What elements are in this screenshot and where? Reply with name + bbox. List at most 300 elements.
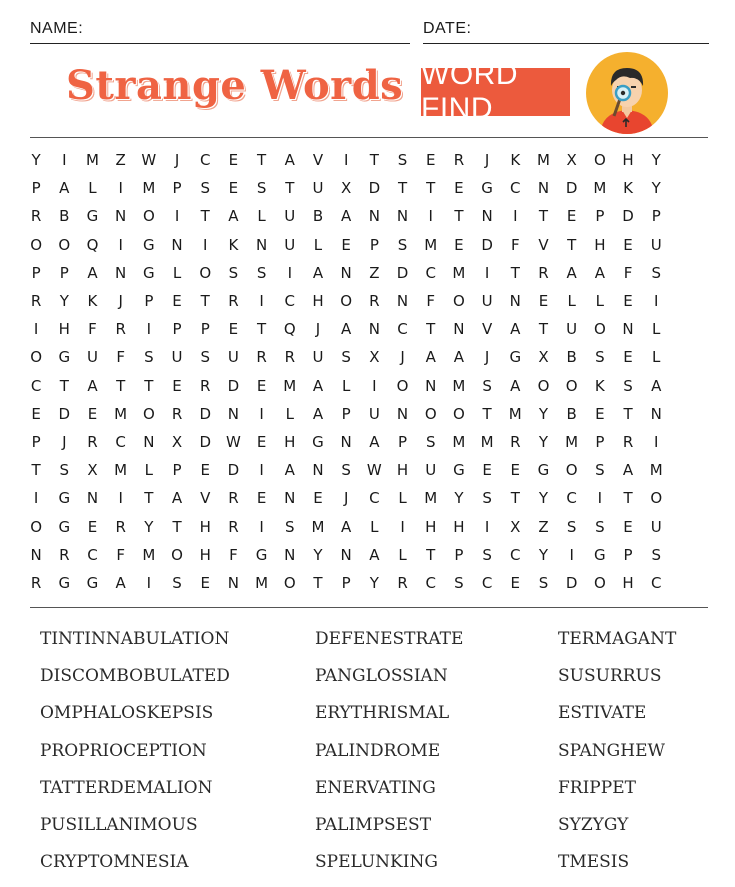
grid-letter[interactable]: A	[622, 461, 634, 480]
grid-letter[interactable]: J	[315, 320, 321, 339]
grid-letter[interactable]: N	[115, 207, 127, 226]
grid-letter[interactable]: O	[593, 320, 606, 339]
grid-letter[interactable]: O	[340, 292, 353, 311]
grid-letter[interactable]: E	[623, 235, 633, 254]
grid-letter[interactable]: P	[454, 545, 464, 564]
grid-letter[interactable]: R	[622, 432, 634, 451]
grid-letter[interactable]: R	[87, 432, 98, 451]
grid-letter[interactable]: S	[482, 545, 492, 564]
name-line[interactable]	[30, 43, 410, 44]
grid-letter[interactable]: D	[565, 179, 578, 198]
grid-letter[interactable]: H	[622, 151, 634, 170]
grid-letter[interactable]: H	[594, 235, 606, 254]
grid-letter[interactable]: I	[62, 151, 67, 170]
grid-letter[interactable]: S	[595, 348, 605, 367]
grid-letter[interactable]: C	[425, 263, 436, 282]
grid-letter[interactable]: O	[593, 573, 606, 592]
grid-letter[interactable]: P	[398, 432, 408, 451]
grid-letter[interactable]: P	[651, 207, 661, 226]
grid-letter[interactable]: I	[484, 517, 490, 536]
grid-letter[interactable]: D	[368, 179, 381, 198]
grid-letter[interactable]: S	[256, 263, 267, 282]
grid-letter[interactable]: R	[59, 545, 70, 564]
grid-letter[interactable]: O	[565, 376, 578, 395]
grid-letter[interactable]: A	[312, 404, 324, 423]
grid-letter[interactable]: I	[428, 207, 433, 226]
grid-letter[interactable]: M	[114, 404, 128, 423]
grid-letter[interactable]: I	[33, 489, 39, 508]
grid-letter[interactable]: E	[623, 348, 633, 367]
grid-letter[interactable]: I	[343, 151, 349, 170]
grid-letter[interactable]: X	[171, 432, 183, 451]
grid-letter[interactable]: Y	[651, 179, 661, 198]
grid-letter[interactable]: R	[200, 376, 211, 395]
grid-letter[interactable]: Y	[538, 432, 549, 451]
grid-letter[interactable]: V	[481, 320, 493, 339]
grid-letter[interactable]: E	[172, 292, 182, 311]
grid-letter[interactable]: O	[171, 545, 183, 564]
grid-letter[interactable]: D	[622, 207, 634, 226]
grid-letter[interactable]: R	[228, 489, 239, 508]
grid-letter[interactable]: E	[454, 235, 464, 254]
grid-letter[interactable]: H	[58, 320, 70, 339]
grid-letter[interactable]: Y	[313, 545, 323, 564]
grid-letter[interactable]: O	[650, 489, 663, 508]
grid-letter[interactable]: I	[146, 573, 152, 592]
grid-letter[interactable]: P	[369, 235, 379, 254]
grid-letter[interactable]: Z	[538, 517, 549, 536]
grid-letter[interactable]: U	[650, 235, 662, 254]
grid-letter[interactable]: N	[425, 376, 437, 395]
grid-letter[interactable]: F	[116, 545, 125, 564]
grid-letter[interactable]: S	[256, 179, 267, 198]
grid-letter[interactable]: E	[200, 573, 210, 592]
grid-letter[interactable]: Q	[86, 235, 99, 254]
grid-letter[interactable]: D	[396, 263, 409, 282]
grid-letter[interactable]: A	[312, 263, 324, 282]
grid-letter[interactable]: N	[650, 404, 662, 423]
grid-letter[interactable]: F	[510, 235, 520, 254]
grid-letter[interactable]: T	[538, 320, 549, 339]
grid-letter[interactable]: I	[654, 292, 659, 311]
grid-letter[interactable]: G	[58, 348, 71, 367]
grid-letter[interactable]: S	[595, 461, 605, 480]
grid-letter[interactable]: A	[284, 151, 295, 170]
grid-letter[interactable]: R	[115, 517, 126, 536]
grid-letter[interactable]: T	[172, 517, 182, 536]
grid-letter[interactable]: E	[623, 292, 633, 311]
grid-letter[interactable]: D	[227, 376, 240, 395]
grid-letter[interactable]: P	[595, 207, 605, 226]
grid-letter[interactable]: N	[453, 320, 465, 339]
grid-letter[interactable]: S	[228, 263, 239, 282]
grid-letter[interactable]: P	[31, 263, 41, 282]
grid-letter[interactable]: L	[172, 263, 182, 282]
grid-letter[interactable]: N	[312, 461, 324, 480]
grid-letter[interactable]: T	[510, 489, 520, 508]
grid-letter[interactable]: N	[368, 207, 380, 226]
grid-letter[interactable]: G	[58, 489, 71, 508]
grid-letter[interactable]: Y	[651, 151, 661, 170]
grid-letter[interactable]: E	[228, 320, 239, 339]
grid-letter[interactable]: T	[454, 207, 464, 226]
grid-letter[interactable]: E	[341, 235, 351, 254]
grid-letter[interactable]: O	[424, 404, 437, 423]
grid-letter[interactable]: G	[537, 461, 550, 480]
grid-letter[interactable]: G	[86, 573, 99, 592]
grid-letter[interactable]: S	[285, 517, 295, 536]
grid-letter[interactable]: E	[228, 179, 239, 198]
grid-letter[interactable]: O	[453, 292, 465, 311]
grid-letter[interactable]: A	[510, 320, 521, 339]
grid-letter[interactable]: L	[88, 179, 97, 198]
grid-letter[interactable]: S	[200, 348, 210, 367]
grid-letter[interactable]: E	[510, 461, 521, 480]
grid-letter[interactable]: J	[343, 489, 349, 508]
grid-letter[interactable]: A	[341, 517, 352, 536]
grid-letter[interactable]: F	[623, 263, 633, 282]
grid-letter[interactable]: U	[284, 207, 296, 226]
grid-letter[interactable]: W	[141, 151, 157, 170]
grid-letter[interactable]: L	[257, 207, 266, 226]
grid-letter[interactable]: L	[144, 461, 154, 480]
grid-letter[interactable]: T	[623, 404, 633, 423]
grid-letter[interactable]: L	[567, 292, 576, 311]
grid-letter[interactable]: N	[30, 545, 42, 564]
grid-letter[interactable]: J	[62, 432, 67, 451]
grid-letter[interactable]: M	[114, 461, 128, 480]
grid-letter[interactable]: K	[87, 292, 98, 311]
grid-letter[interactable]: C	[87, 545, 98, 564]
grid-letter[interactable]: H	[425, 517, 437, 536]
grid-letter[interactable]: A	[87, 263, 98, 282]
grid-letter[interactable]: C	[481, 573, 493, 592]
grid-letter[interactable]: I	[146, 320, 152, 339]
grid-letter[interactable]: T	[59, 376, 69, 395]
grid-letter[interactable]: E	[87, 404, 98, 423]
grid-letter[interactable]: I	[400, 517, 405, 536]
grid-letter[interactable]: P	[31, 432, 41, 451]
grid-letter[interactable]: A	[510, 376, 521, 395]
grid-letter[interactable]: R	[256, 348, 267, 367]
grid-letter[interactable]: L	[341, 376, 351, 395]
grid-letter[interactable]: D	[199, 404, 211, 423]
grid-letter[interactable]: I	[259, 404, 264, 423]
grid-letter[interactable]: G	[143, 235, 155, 254]
grid-letter[interactable]: N	[396, 404, 409, 423]
grid-letter[interactable]: E	[228, 151, 239, 170]
grid-letter[interactable]: K	[228, 235, 239, 254]
grid-letter[interactable]: Z	[115, 151, 126, 170]
grid-letter[interactable]: S	[623, 376, 633, 395]
grid-letter[interactable]: T	[426, 320, 436, 339]
grid-letter[interactable]: M	[593, 179, 607, 198]
grid-letter[interactable]: F	[116, 348, 125, 367]
grid-letter[interactable]: T	[200, 292, 210, 311]
grid-letter[interactable]: G	[58, 517, 71, 536]
grid-letter[interactable]: E	[256, 376, 267, 395]
grid-letter[interactable]: S	[144, 348, 154, 367]
grid-letter[interactable]: M	[649, 461, 663, 480]
grid-letter[interactable]: U	[566, 320, 578, 339]
grid-letter[interactable]: E	[425, 151, 436, 170]
grid-letter[interactable]: E	[623, 517, 633, 536]
grid-letter[interactable]: M	[424, 489, 438, 508]
grid-letter[interactable]: O	[593, 151, 606, 170]
grid-letter[interactable]: S	[538, 573, 549, 592]
grid-letter[interactable]: N	[509, 292, 521, 311]
grid-letter[interactable]: S	[595, 517, 605, 536]
grid-letter[interactable]: U	[650, 517, 662, 536]
grid-letter[interactable]: R	[397, 573, 408, 592]
grid-letter[interactable]: U	[481, 292, 493, 311]
grid-letter[interactable]: A	[594, 263, 605, 282]
grid-letter[interactable]: X	[369, 348, 380, 367]
grid-letter[interactable]: C	[650, 573, 662, 592]
grid-letter[interactable]: N	[115, 263, 127, 282]
grid-letter[interactable]: M	[536, 151, 550, 170]
grid-letter[interactable]: T	[257, 151, 267, 170]
grid-letter[interactable]: T	[567, 235, 577, 254]
grid-letter[interactable]: N	[396, 292, 409, 311]
grid-letter[interactable]: K	[510, 151, 521, 170]
grid-letter[interactable]: A	[284, 461, 295, 480]
grid-letter[interactable]: T	[538, 207, 549, 226]
grid-letter[interactable]: L	[285, 404, 294, 423]
grid-letter[interactable]: U	[284, 235, 296, 254]
grid-letter[interactable]: I	[33, 320, 39, 339]
grid-letter[interactable]: M	[452, 432, 466, 451]
grid-letter[interactable]: N	[622, 320, 634, 339]
grid-letter[interactable]: S	[651, 545, 661, 564]
grid-letter[interactable]: X	[87, 461, 98, 480]
grid-letter[interactable]: M	[424, 235, 438, 254]
grid-letter[interactable]: O	[58, 235, 71, 254]
grid-letter[interactable]: M	[311, 517, 325, 536]
grid-letter[interactable]: O	[142, 404, 155, 423]
grid-letter[interactable]: F	[229, 545, 238, 564]
grid-letter[interactable]: A	[341, 207, 352, 226]
grid-letter[interactable]: R	[538, 263, 549, 282]
grid-letter[interactable]: T	[426, 179, 436, 198]
grid-letter[interactable]: H	[453, 517, 465, 536]
grid-letter[interactable]: S	[397, 235, 408, 254]
grid-letter[interactable]: E	[256, 432, 267, 451]
grid-letter[interactable]: V	[200, 489, 211, 508]
grid-letter[interactable]: H	[199, 517, 211, 536]
grid-letter[interactable]: E	[510, 573, 521, 592]
grid-letter[interactable]: E	[87, 517, 98, 536]
grid-letter[interactable]: T	[482, 404, 492, 423]
grid-letter[interactable]: M	[508, 404, 522, 423]
grid-letter[interactable]: R	[228, 292, 239, 311]
grid-letter[interactable]: T	[510, 263, 520, 282]
grid-letter[interactable]: C	[199, 151, 211, 170]
grid-letter[interactable]: Y	[31, 151, 41, 170]
grid-letter[interactable]: O	[565, 461, 578, 480]
grid-letter[interactable]: M	[255, 573, 269, 592]
grid-letter[interactable]: I	[569, 545, 574, 564]
grid-letter[interactable]: L	[398, 545, 407, 564]
grid-letter[interactable]: T	[257, 320, 267, 339]
grid-letter[interactable]: O	[199, 263, 212, 282]
grid-letter[interactable]: U	[425, 461, 437, 480]
grid-letter[interactable]: J	[174, 151, 180, 170]
grid-letter[interactable]: T	[31, 461, 41, 480]
grid-letter[interactable]: K	[623, 179, 633, 198]
grid-letter[interactable]: O	[453, 404, 465, 423]
grid-letter[interactable]: N	[340, 545, 352, 564]
grid-letter[interactable]: A	[115, 573, 126, 592]
grid-letter[interactable]: U	[86, 348, 98, 367]
grid-letter[interactable]: C	[284, 292, 296, 311]
grid-letter[interactable]: I	[118, 489, 123, 508]
grid-letter[interactable]: N	[396, 207, 409, 226]
grid-letter[interactable]: A	[87, 376, 98, 395]
grid-letter[interactable]: O	[30, 348, 42, 367]
grid-letter[interactable]: W	[366, 461, 382, 480]
grid-letter[interactable]: T	[144, 376, 154, 395]
grid-letter[interactable]: M	[85, 151, 99, 170]
grid-letter[interactable]: U	[312, 348, 324, 367]
grid-letter[interactable]: A	[566, 263, 577, 282]
grid-letter[interactable]: E	[454, 179, 464, 198]
grid-letter[interactable]: E	[313, 489, 323, 508]
grid-letter[interactable]: O	[142, 207, 155, 226]
grid-letter[interactable]: S	[566, 517, 577, 536]
grid-letter[interactable]: S	[482, 376, 492, 395]
grid-letter[interactable]: F	[426, 292, 436, 311]
grid-letter[interactable]: J	[118, 292, 123, 311]
grid-letter[interactable]: T	[200, 207, 210, 226]
grid-letter[interactable]: C	[510, 545, 521, 564]
grid-letter[interactable]: L	[313, 235, 323, 254]
grid-letter[interactable]: I	[597, 489, 603, 508]
grid-letter[interactable]: C	[425, 573, 436, 592]
grid-letter[interactable]: S	[454, 573, 464, 592]
grid-letter[interactable]: R	[30, 292, 42, 311]
grid-letter[interactable]: J	[484, 151, 490, 170]
letter-grid[interactable]	[22, 146, 722, 597]
grid-letter[interactable]: M	[452, 263, 466, 282]
grid-letter[interactable]: M	[565, 432, 579, 451]
grid-letter[interactable]: A	[369, 432, 380, 451]
grid-letter[interactable]: T	[397, 179, 408, 198]
grid-letter[interactable]: P	[172, 320, 182, 339]
grid-letter[interactable]: U	[171, 348, 183, 367]
grid-letter[interactable]: S	[200, 179, 210, 198]
grid-letter[interactable]: O	[30, 235, 42, 254]
grid-letter[interactable]: R	[115, 320, 126, 339]
grid-letter[interactable]: X	[538, 348, 549, 367]
grid-letter[interactable]: A	[369, 545, 380, 564]
grid-letter[interactable]: D	[227, 461, 240, 480]
grid-letter[interactable]: T	[144, 489, 154, 508]
grid-letter[interactable]: T	[426, 545, 436, 564]
grid-letter[interactable]: G	[312, 432, 324, 451]
grid-letter[interactable]: P	[172, 461, 182, 480]
grid-letter[interactable]: R	[30, 573, 42, 592]
grid-letter[interactable]: H	[284, 432, 296, 451]
grid-letter[interactable]: N	[86, 489, 99, 508]
grid-letter[interactable]: G	[453, 461, 465, 480]
grid-letter[interactable]: P	[341, 573, 351, 592]
grid-letter[interactable]: U	[227, 348, 239, 367]
grid-letter[interactable]: R	[369, 292, 380, 311]
grid-letter[interactable]: I	[484, 263, 490, 282]
grid-letter[interactable]: C	[566, 489, 577, 508]
grid-letter[interactable]: N	[340, 432, 352, 451]
grid-letter[interactable]: R	[30, 207, 42, 226]
grid-letter[interactable]: R	[171, 404, 183, 423]
grid-letter[interactable]: D	[481, 235, 493, 254]
grid-letter[interactable]: N	[481, 207, 493, 226]
grid-letter[interactable]: N	[537, 179, 550, 198]
grid-letter[interactable]: Y	[144, 517, 154, 536]
grid-letter[interactable]: R	[453, 151, 465, 170]
grid-letter[interactable]: E	[566, 207, 577, 226]
grid-letter[interactable]: G	[481, 179, 493, 198]
grid-letter[interactable]: U	[368, 404, 380, 423]
grid-letter[interactable]: A	[425, 348, 436, 367]
grid-letter[interactable]: H	[396, 461, 409, 480]
grid-letter[interactable]: N	[284, 545, 296, 564]
grid-letter[interactable]: Y	[59, 292, 69, 311]
grid-letter[interactable]: X	[510, 517, 521, 536]
grid-letter[interactable]: E	[200, 461, 210, 480]
grid-letter[interactable]: N	[227, 404, 240, 423]
grid-letter[interactable]: G	[594, 545, 606, 564]
grid-letter[interactable]: R	[510, 432, 521, 451]
grid-letter[interactable]: N	[340, 263, 352, 282]
grid-letter[interactable]: B	[312, 207, 324, 226]
grid-letter[interactable]: K	[594, 376, 605, 395]
grid-letter[interactable]: B	[566, 348, 577, 367]
grid-letter[interactable]: S	[172, 573, 182, 592]
grid-letter[interactable]: T	[623, 489, 633, 508]
grid-letter[interactable]: D	[58, 404, 71, 423]
grid-letter[interactable]: I	[513, 207, 518, 226]
grid-letter[interactable]: I	[203, 235, 208, 254]
grid-letter[interactable]: E	[256, 489, 267, 508]
grid-letter[interactable]: G	[58, 573, 71, 592]
grid-letter[interactable]: I	[118, 179, 123, 198]
grid-letter[interactable]: H	[622, 573, 634, 592]
grid-letter[interactable]: P	[59, 263, 69, 282]
grid-letter[interactable]: E	[538, 292, 549, 311]
grid-letter[interactable]: E	[172, 376, 182, 395]
grid-letter[interactable]: I	[654, 432, 659, 451]
grid-letter[interactable]: L	[652, 320, 661, 339]
grid-letter[interactable]: A	[59, 179, 70, 198]
grid-letter[interactable]: Q	[283, 320, 296, 339]
grid-letter[interactable]: A	[453, 348, 465, 367]
grid-letter[interactable]: O	[537, 376, 550, 395]
grid-letter[interactable]: N	[143, 432, 155, 451]
grid-letter[interactable]: S	[397, 151, 408, 170]
grid-letter[interactable]: L	[595, 292, 605, 311]
grid-letter[interactable]: G	[143, 263, 155, 282]
grid-letter[interactable]: B	[566, 404, 577, 423]
grid-letter[interactable]: A	[341, 320, 352, 339]
grid-letter[interactable]: N	[227, 573, 240, 592]
grid-letter[interactable]: S	[425, 432, 436, 451]
grid-letter[interactable]: C	[30, 376, 42, 395]
grid-letter[interactable]: T	[116, 376, 126, 395]
grid-letter[interactable]: T	[369, 151, 379, 170]
grid-letter[interactable]: P	[595, 432, 605, 451]
grid-letter[interactable]: G	[509, 348, 522, 367]
